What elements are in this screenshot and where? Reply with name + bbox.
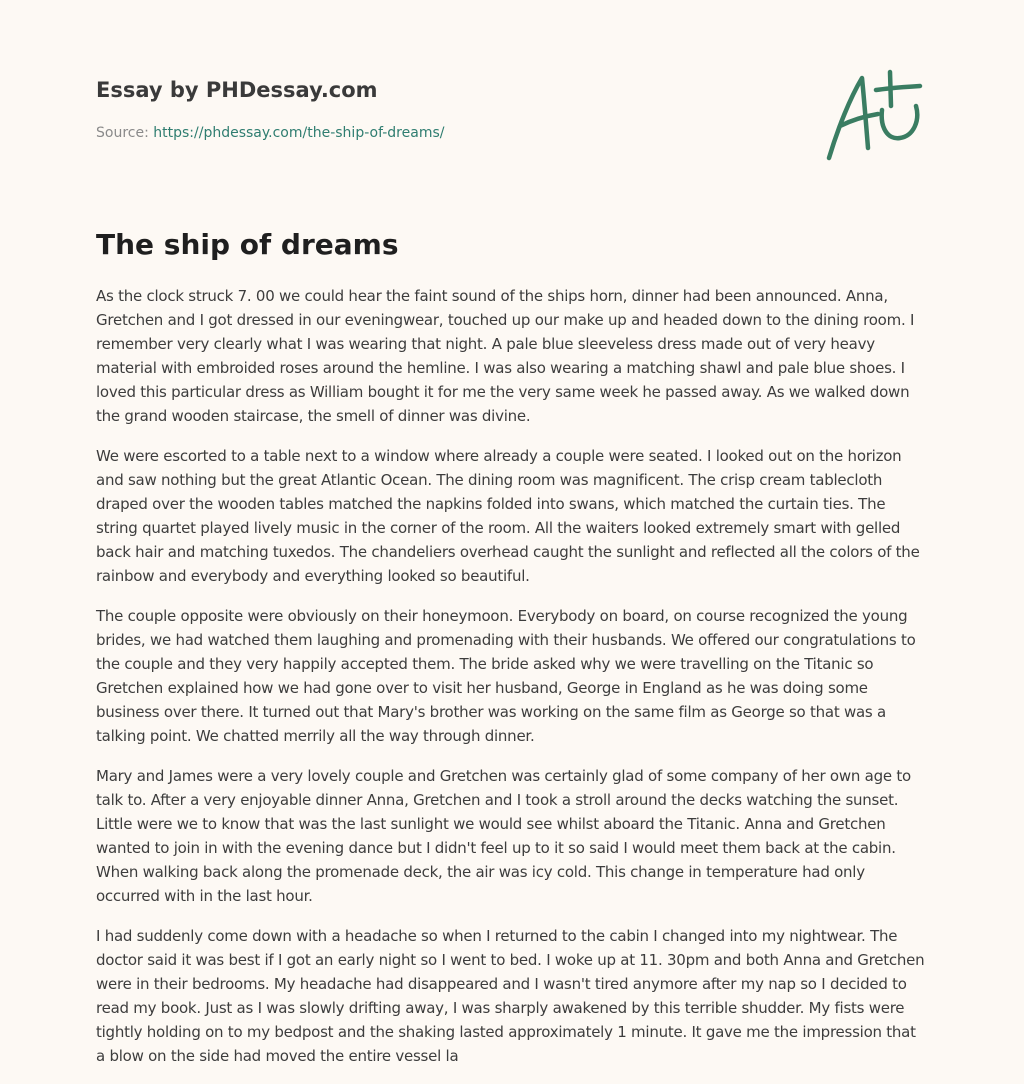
source-link[interactable]: https://phdessay.com/the-ship-of-dreams/ [153,125,445,141]
site-header [96,76,696,142]
essay-title: The ship of dreams [96,228,399,261]
a-plus-logo-icon [820,68,930,164]
essay-paragraph: Mary and James were a very lovely couple and Gretchen was certainly glad of some company of her own age to talk to. After a very enjoyable dinner Anna, Gretchen and I took a stroll around the decks watching the sunset. Little were we to know that was the last sunlight we would see whilst aboard the Titanic. Anna and Gretchen wanted to join in with the evening dance but I didn't feel up to it so said I would meet them back at the cabin. When walking back along the promenade deck, the air was icy cold. This change in temperature had only occurred with in the last hour. [96,767,911,905]
essay-paragraph: We were escorted to a table next to a window where already a couple were seated. I looked out on the horizon and saw nothing but the great Atlantic Ocean. The dining room was magnificent. The crisp cream tablecloth draped over the wooden tables matched the napkins folded into swans, which matched the curtain ties. The string quartet played lively music in the corner of the room. All the waiters looked extremely smart with gelled back hair and matching tuxedos. The chandeliers overhead caught the sunlight and reflected all the colors of the rainbow and everybody and everything looked so beautiful. [96,447,920,585]
source-label: Source: [96,125,149,141]
brand-title: Essay by PHDessay.com [96,78,378,102]
essay-paragraph: The couple opposite were obviously on their honeymoon. Everybody on board, on course recognized the young brides, we had watched them laughing and promenading with their husbands. We offered our congratulations to the couple and they very happily accepted them. The bride asked why we were travelling on the Titanic so Gretchen explained how we had gone over to visit her husband, George in England as he was doing some business over there. It turned out that Mary's brother was working on the same film as George so that was a talking point. We chatted merrily all the way through dinner. [96,607,916,745]
essay-paragraph: As the clock struck 7. 00 we could hear the faint sound of the ships horn, dinner had been announced. Anna, Gretchen and I got dressed in our eveningwear, touched up our make up and headed down to the dining room. I remember very clearly what I was wearing that night. A pale blue sleeveless dress made out of very heavy material with embroided roses around the hemline. I was also wearing a matching shawl and pale blue shoes. I loved this particular dress as William bought it for me the very same week he passed away. As we walked down the grand wooden staircase, the smell of dinner was divine. [96,287,915,425]
essay-paragraph: I had suddenly come down with a headache so when I returned to the cabin I changed into my nightwear. The doctor said it was best if I got an early night so I went to bed. I woke up at 11. 30pm and both Anna and Gretchen were in their bedrooms. My headache had disappeared and I wasn't tired anymore after my nap so I decided to read my book. Just as I was slowly drifting away, I was sharply awakened by this terrible shudder. My fists were tightly holding on to my bedpost and the shaking lasted approximately 1 minute. It gave me the impression that a blow on the side had moved the entire vessel la [96,927,925,1065]
source-line [96,124,696,142]
essay-body [96,284,928,1084]
